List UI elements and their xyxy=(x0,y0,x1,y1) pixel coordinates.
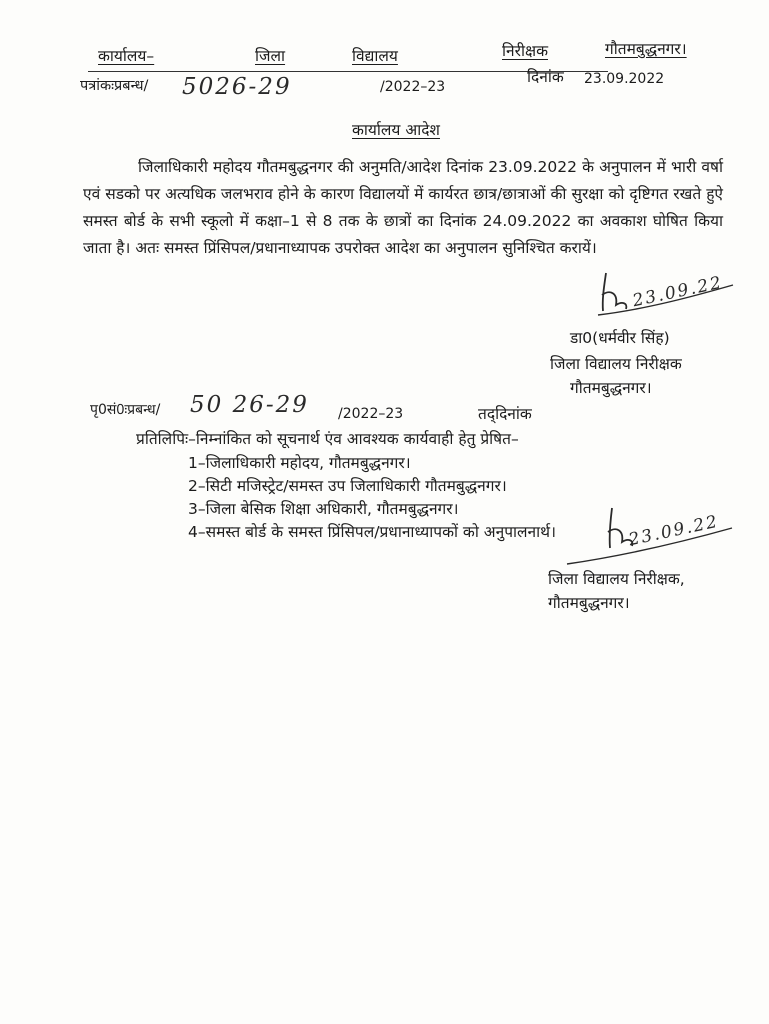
order-body xyxy=(83,154,723,262)
header-city: गौतमबुद्धनगर। xyxy=(605,40,687,58)
recipient-item: 2–सिटी मजिस्ट्रेट/समस्त उप जिलाधिकारी गौतमबुद्धनगर। xyxy=(188,477,507,495)
endorsement-session: /2022–23 xyxy=(338,406,404,422)
recipient-item: 1–जिलाधिकारी महोदय, गौतमबुद्धनगर। xyxy=(188,454,411,472)
signatory-location-1: गौतमबुद्धनगर। xyxy=(570,379,652,397)
order-title: कार्यालय आदेश xyxy=(352,121,440,139)
copy-intro: प्रतिलिपिः–निम्नांकित को सूचनार्थ एंव आवश्यक कार्यवाही हेतु प्रेषित– xyxy=(136,430,519,448)
inspector-label: निरीक्षक xyxy=(502,42,548,60)
letter-session: /2022–23 xyxy=(380,79,446,95)
signatory-designation-1: जिला विद्यालय निरीक्षक xyxy=(550,355,682,373)
signature-date-2: 23.09.22 xyxy=(626,511,721,551)
signatory-location-2: गौतमबुद्धनगर। xyxy=(548,594,630,612)
signature-date-1: 23.09.22 xyxy=(630,272,725,312)
endorsement-date-label: तद्‌दिनांक xyxy=(478,405,532,423)
district-label: जिला xyxy=(255,47,286,65)
recipient-item: 3–जिला बेसिक शिक्षा अधिकारी, गौतमबुद्धनगर। xyxy=(188,500,459,518)
letter-number-label: पत्रांकःप्रबन्ध/ xyxy=(80,78,149,94)
order-body-text: जिलाधिकारी महोदय गौतमबुद्धनगर की अनुमति/आदेश दिनांक 23.09.2022 के अनुपालन में भारी वर्षा एवं सडको पर अत्यधिक जलभराव होने के कारण विद्यालयों में कार्यरत छात्र/छात्राओं की सुरक्षा को दृष्टिगत रखते हुऐ समस्त बोर्ड के सभी स्कूलो में कक्षा–1 से 8 तक के छात्रों का दिनांक 24.09.2022 का अवकाश घोषित किया जाता है। अतः समस्त प्रिंसिपल/प्रधानाध्यापक उपरोक्त आदेश का अनुपालन सुनिश्चित करायें। xyxy=(83,158,723,257)
endorsement-ref-label: पृ0सं0ःप्रबन्ध/ xyxy=(90,402,161,418)
recipient-item: 4–समस्त बोर्ड के समस्त प्रिंसिपल/प्रधानाध्यापकों को अनुपालनार्थ। xyxy=(188,523,556,541)
date-label: दिनांक xyxy=(527,68,564,86)
signatory-designation-2: जिला विद्यालय निरीक्षक, xyxy=(548,570,685,588)
date-value: 23.09.2022 xyxy=(584,71,665,87)
endorsement-ref-handwritten: 50 26-29 xyxy=(190,392,309,418)
school-label: विद्यालय xyxy=(352,47,398,65)
letter-number-handwritten: 5026-29 xyxy=(182,74,292,100)
signatory-name: डा0(धर्मवीर सिंह) xyxy=(570,329,670,347)
office-label: कार्यालय– xyxy=(98,47,155,65)
